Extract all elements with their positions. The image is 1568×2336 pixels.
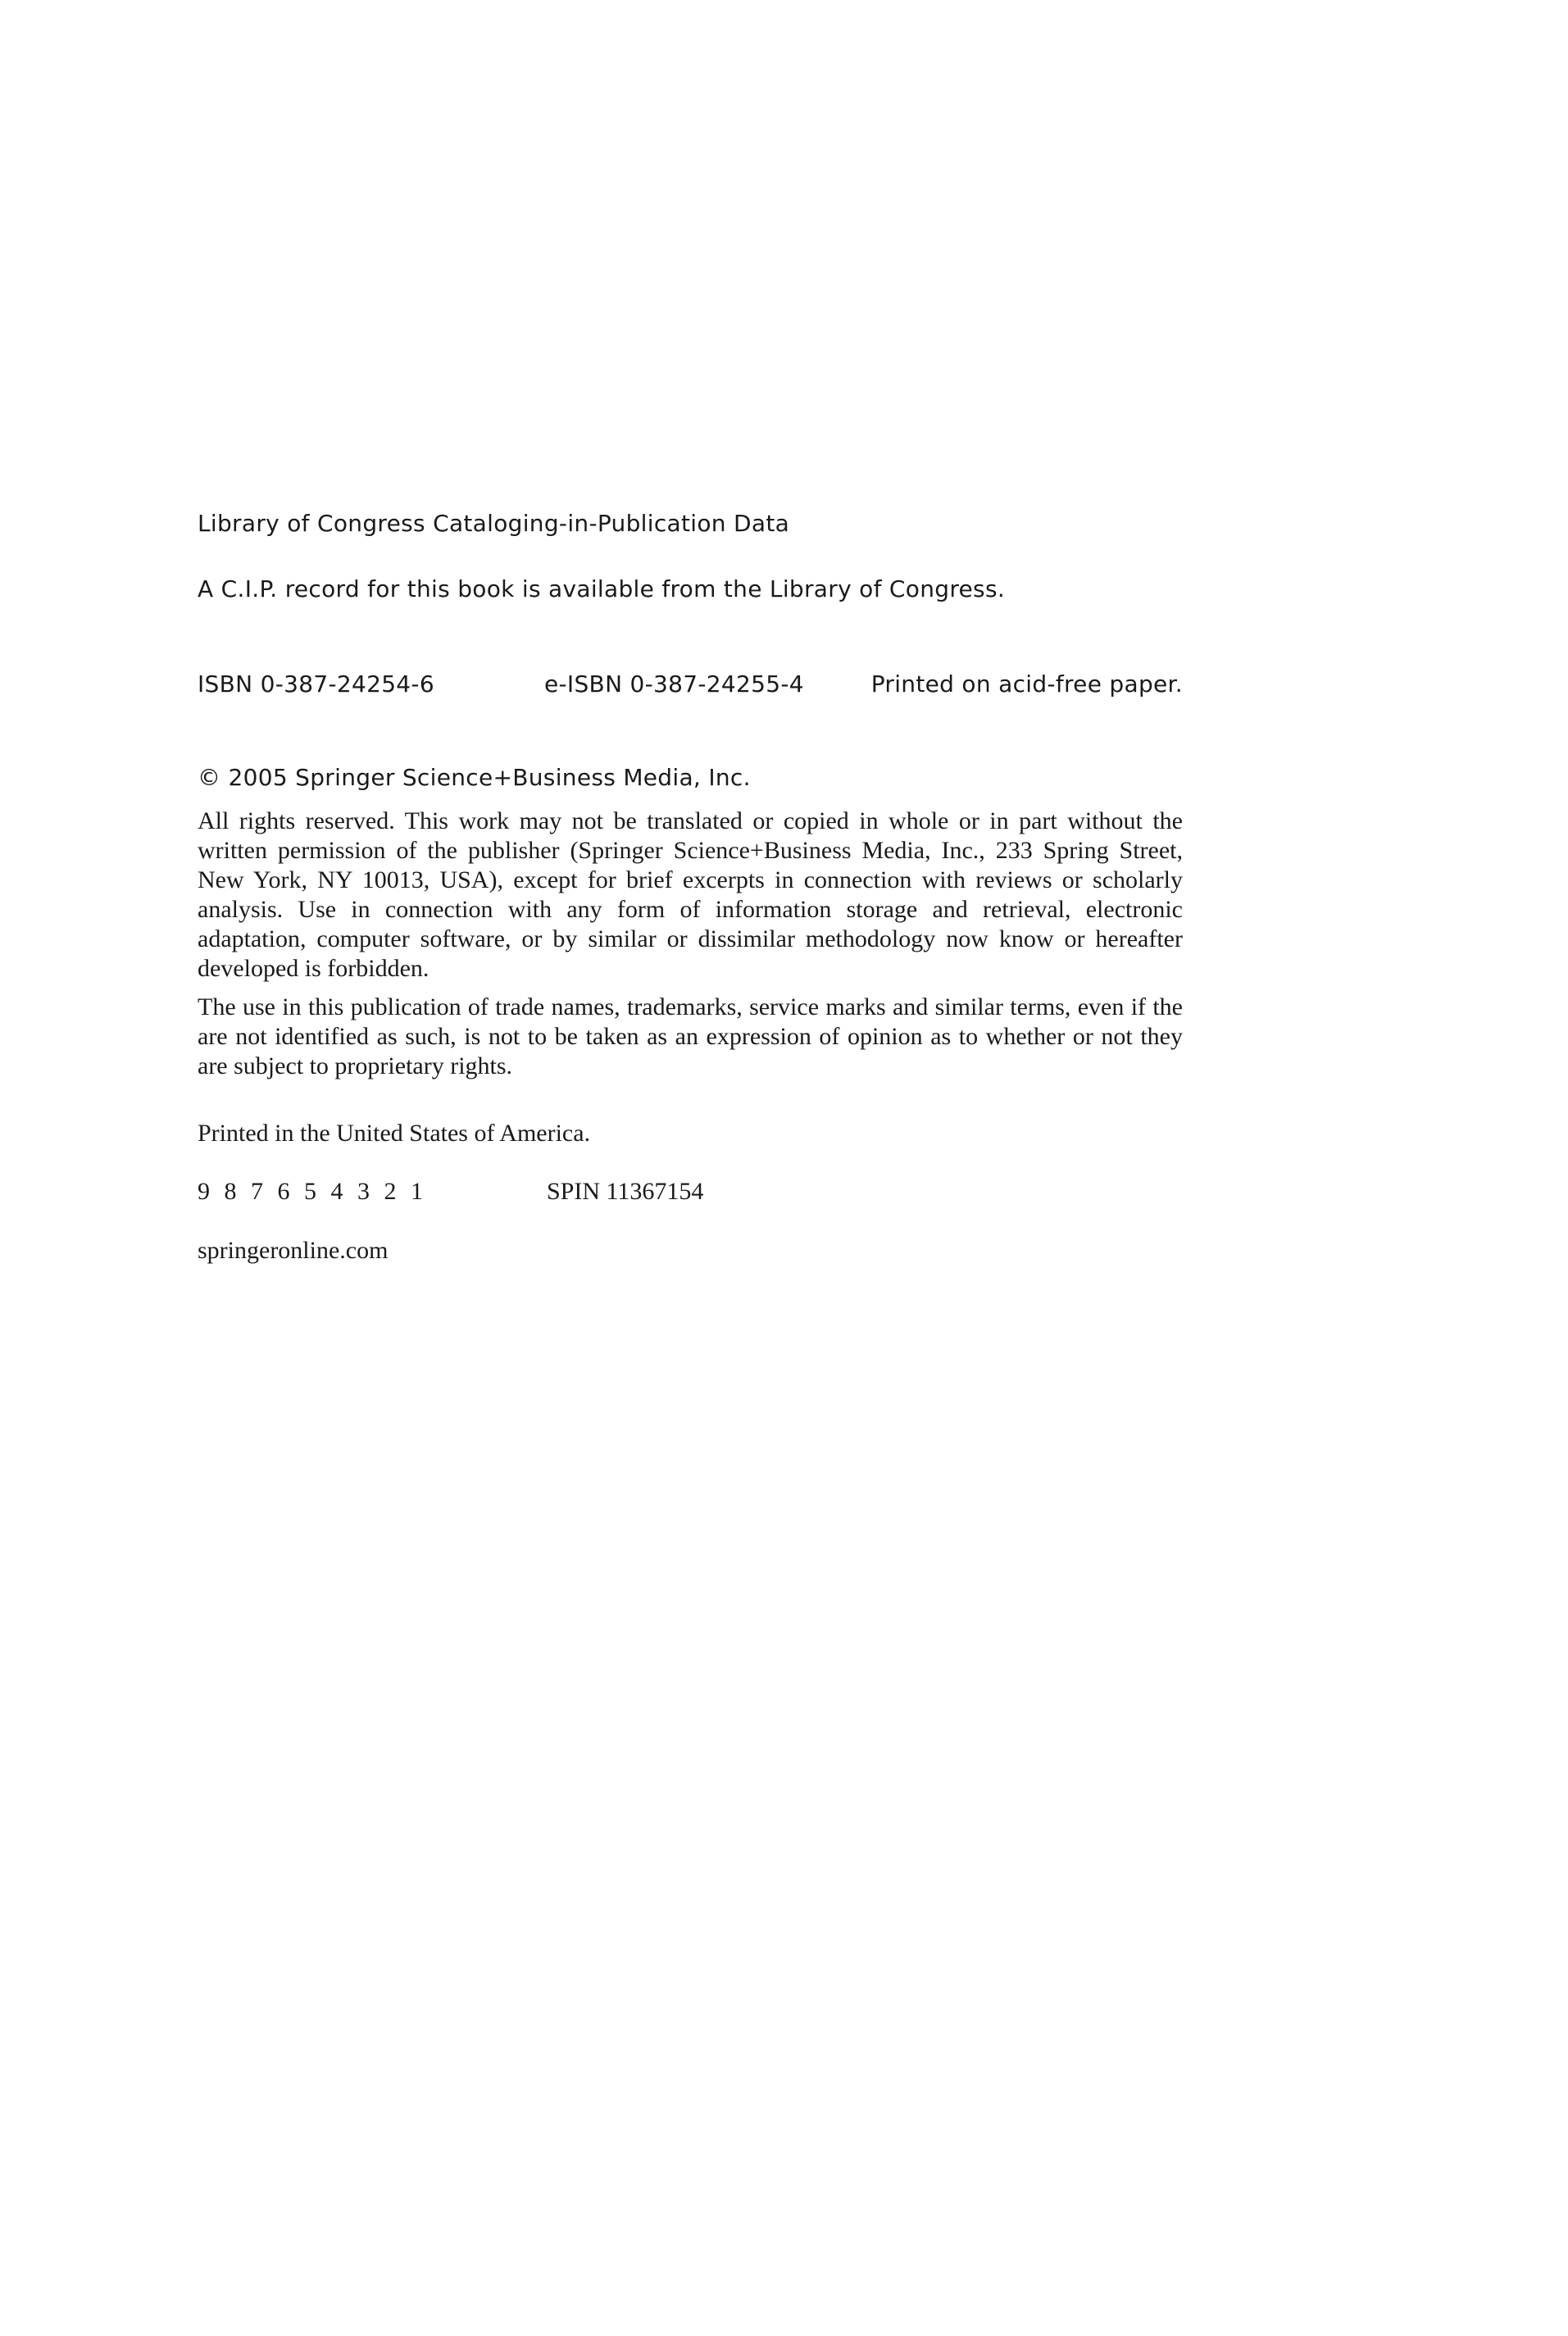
- trademarks-paragraph: The use in this publication of trade names, trademarks, service marks and similar terms, even if the are not identified as such, is not to be taken as an expression of opinion as to whether or not they are subject to proprietary rights.: [198, 993, 1183, 1079]
- printing-number-line: 9 8 7 6 5 4 3 2 1: [198, 1178, 423, 1205]
- rights-reserved-paragraph: All rights reserved. This work may not be translated or copied in whole or in part without the written permission of the publisher (Springer Science+Business Media, Inc., 233 Spring Street, New York, NY 10013, USA), except for brief excerpts in connection with reviews or scholarly analysis. Use in connection with any form of information storage and retrieval, electronic adaptation, computer software, or by similar or dissimilar methodology now know or hereafter developed is forbidden.: [198, 807, 1183, 982]
- cip-record: A C.I.P. record for this book is available from the Library of Congress.: [198, 575, 1006, 602]
- spin-number: SPIN 11367154: [547, 1178, 704, 1205]
- copyright-notice: © 2005 Springer Science+Business Media, Inc.: [198, 764, 751, 791]
- acid-free-paper-note: Printed on acid-free paper.: [870, 670, 1183, 698]
- print-line-row: [198, 1177, 1183, 1207]
- printed-in-country: Printed in the United States of America.: [198, 1120, 591, 1147]
- cip-heading: Library of Congress Cataloging-in-Publication Data: [198, 510, 790, 537]
- publisher-website: springeronline.com: [198, 1237, 389, 1264]
- isbn: ISBN 0-387-24254-6: [198, 670, 434, 698]
- isbn-line: [198, 670, 1183, 699]
- e-isbn: e-ISBN 0-387-24255-4: [544, 670, 804, 698]
